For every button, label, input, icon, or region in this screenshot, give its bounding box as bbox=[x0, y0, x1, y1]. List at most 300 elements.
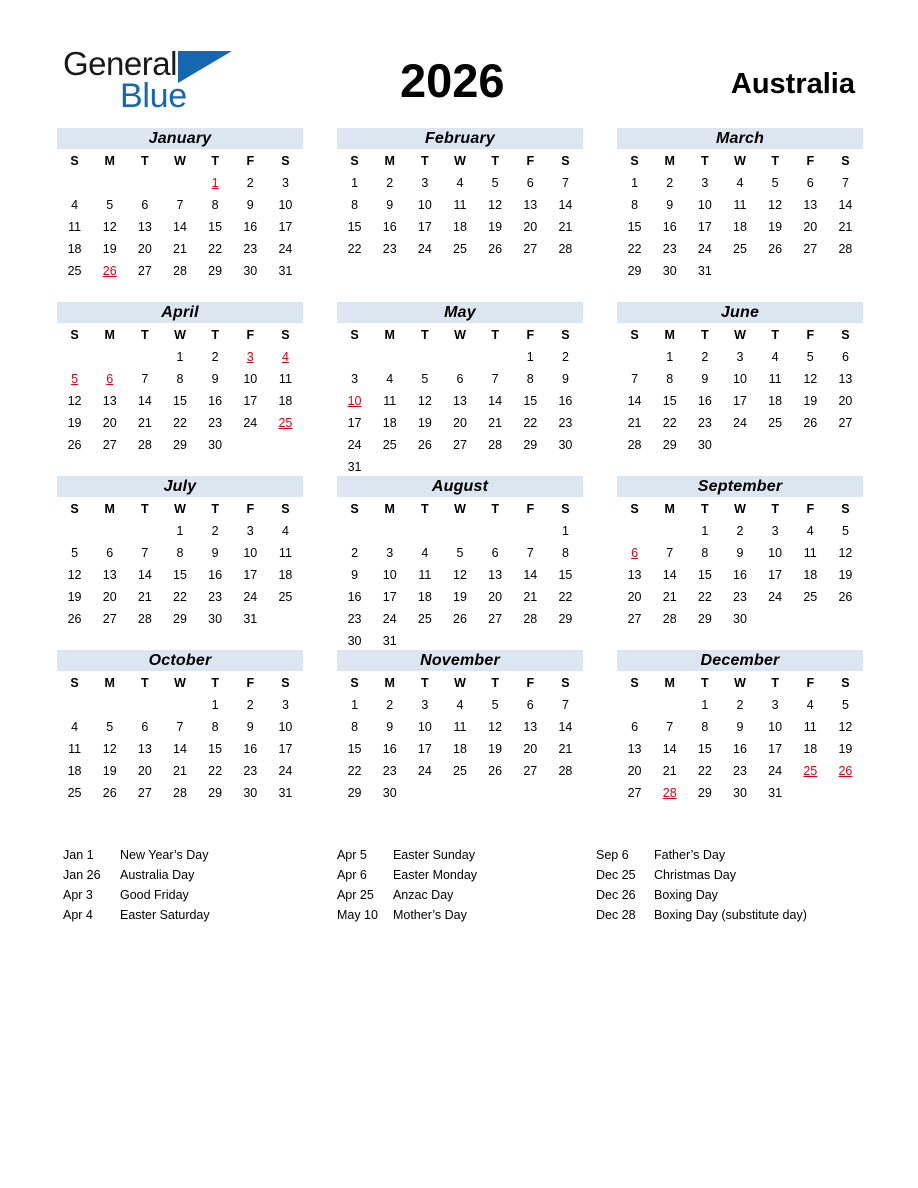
day-cell[interactable]: 12 bbox=[102, 742, 117, 756]
day-cell[interactable]: 16 bbox=[243, 220, 258, 234]
day-cell-holiday[interactable]: 26 bbox=[102, 264, 117, 278]
day-cell[interactable]: 2 bbox=[736, 524, 744, 538]
day-cell[interactable]: 10 bbox=[768, 546, 783, 560]
day-cell[interactable]: 5 bbox=[841, 698, 849, 712]
day-cell[interactable]: 27 bbox=[137, 264, 152, 278]
day-cell[interactable]: 14 bbox=[558, 198, 573, 212]
day-cell[interactable]: 28 bbox=[173, 786, 187, 800]
day-cell[interactable]: 18 bbox=[67, 242, 82, 256]
day-cell[interactable]: 18 bbox=[453, 220, 467, 234]
day-cell[interactable]: 29 bbox=[697, 612, 712, 626]
day-cell[interactable]: 25 bbox=[382, 438, 397, 452]
day-cell[interactable]: 18 bbox=[453, 742, 467, 756]
day-cell[interactable]: 31 bbox=[347, 460, 362, 474]
day-cell[interactable]: 13 bbox=[838, 372, 853, 386]
day-cell[interactable]: 31 bbox=[768, 786, 783, 800]
day-cell[interactable]: 23 bbox=[697, 416, 712, 430]
day-cell[interactable]: 14 bbox=[662, 568, 677, 582]
day-cell[interactable]: 20 bbox=[523, 220, 538, 234]
day-cell[interactable]: 23 bbox=[733, 590, 747, 604]
day-cell[interactable]: 8 bbox=[176, 546, 184, 560]
day-cell-holiday[interactable]: 10 bbox=[347, 394, 362, 408]
day-cell[interactable]: 22 bbox=[347, 242, 362, 256]
day-cell[interactable]: 6 bbox=[806, 176, 814, 190]
day-cell[interactable]: 16 bbox=[347, 590, 362, 604]
day-cell[interactable]: 11 bbox=[803, 720, 817, 734]
day-cell[interactable]: 1 bbox=[211, 698, 219, 712]
day-cell[interactable]: 13 bbox=[523, 720, 538, 734]
day-cell[interactable]: 21 bbox=[137, 590, 152, 604]
day-cell[interactable]: 23 bbox=[243, 242, 258, 256]
day-cell[interactable]: 9 bbox=[246, 720, 254, 734]
day-cell[interactable]: 8 bbox=[701, 720, 709, 734]
day-cell[interactable]: 24 bbox=[417, 242, 432, 256]
day-cell[interactable]: 27 bbox=[488, 612, 503, 626]
day-cell[interactable]: 25 bbox=[453, 242, 467, 256]
day-cell[interactable]: 15 bbox=[208, 220, 223, 234]
day-cell[interactable]: 17 bbox=[768, 742, 783, 756]
day-cell[interactable]: 4 bbox=[281, 524, 289, 538]
day-cell[interactable]: 2 bbox=[386, 176, 394, 190]
day-cell[interactable]: 22 bbox=[523, 416, 538, 430]
day-cell[interactable]: 3 bbox=[421, 176, 429, 190]
day-cell[interactable]: 9 bbox=[211, 546, 219, 560]
day-cell[interactable]: 7 bbox=[526, 546, 534, 560]
day-cell[interactable]: 4 bbox=[456, 698, 464, 712]
day-cell[interactable]: 27 bbox=[102, 612, 117, 626]
day-cell[interactable]: 19 bbox=[838, 742, 853, 756]
general-blue-logo[interactable] bbox=[63, 45, 293, 113]
day-cell[interactable]: 12 bbox=[102, 220, 117, 234]
day-cell[interactable]: 2 bbox=[701, 350, 709, 364]
day-cell[interactable]: 11 bbox=[68, 742, 82, 756]
day-cell[interactable]: 28 bbox=[523, 612, 538, 626]
day-cell[interactable]: 21 bbox=[137, 416, 152, 430]
day-cell[interactable]: 4 bbox=[456, 176, 464, 190]
day-cell[interactable]: 13 bbox=[803, 198, 818, 212]
day-cell[interactable]: 12 bbox=[67, 568, 82, 582]
day-cell[interactable]: 2 bbox=[736, 698, 744, 712]
day-cell[interactable]: 19 bbox=[67, 416, 82, 430]
day-cell[interactable]: 14 bbox=[838, 198, 853, 212]
day-cell[interactable]: 22 bbox=[627, 242, 642, 256]
day-cell[interactable]: 28 bbox=[627, 438, 642, 452]
day-cell[interactable]: 7 bbox=[841, 176, 849, 190]
day-cell[interactable]: 20 bbox=[627, 590, 642, 604]
day-cell[interactable]: 25 bbox=[733, 242, 747, 256]
day-cell[interactable]: 4 bbox=[736, 176, 744, 190]
day-cell[interactable]: 11 bbox=[383, 394, 397, 408]
day-cell[interactable]: 17 bbox=[278, 742, 293, 756]
day-cell[interactable]: 30 bbox=[697, 438, 712, 452]
day-cell[interactable]: 28 bbox=[558, 764, 573, 778]
day-cell[interactable]: 20 bbox=[488, 590, 503, 604]
day-cell[interactable]: 18 bbox=[278, 568, 293, 582]
day-cell[interactable]: 23 bbox=[382, 242, 397, 256]
day-cell[interactable]: 10 bbox=[382, 568, 397, 582]
day-cell[interactable]: 12 bbox=[453, 568, 467, 582]
day-cell[interactable]: 21 bbox=[558, 742, 573, 756]
day-cell[interactable]: 21 bbox=[523, 590, 538, 604]
day-cell[interactable]: 7 bbox=[176, 198, 184, 212]
day-cell[interactable]: 3 bbox=[281, 176, 289, 190]
day-cell[interactable]: 26 bbox=[453, 612, 467, 626]
day-cell[interactable]: 20 bbox=[137, 242, 152, 256]
day-cell[interactable]: 25 bbox=[67, 264, 82, 278]
day-cell[interactable]: 21 bbox=[627, 416, 642, 430]
day-cell[interactable]: 19 bbox=[488, 220, 503, 234]
day-cell[interactable]: 18 bbox=[382, 416, 397, 430]
day-cell[interactable]: 8 bbox=[351, 720, 359, 734]
day-cell[interactable]: 19 bbox=[803, 394, 818, 408]
day-cell[interactable]: 8 bbox=[561, 546, 569, 560]
day-cell[interactable]: 3 bbox=[421, 698, 429, 712]
day-cell[interactable]: 18 bbox=[768, 394, 783, 408]
day-cell[interactable]: 4 bbox=[71, 198, 79, 212]
day-cell[interactable]: 29 bbox=[347, 786, 362, 800]
day-cell-holiday[interactable]: 6 bbox=[106, 372, 114, 386]
day-cell[interactable]: 24 bbox=[243, 590, 258, 604]
day-cell[interactable]: 30 bbox=[733, 612, 747, 626]
day-cell[interactable]: 18 bbox=[417, 590, 432, 604]
day-cell[interactable]: 31 bbox=[382, 634, 397, 648]
day-cell[interactable]: 19 bbox=[768, 220, 783, 234]
day-cell[interactable]: 28 bbox=[662, 612, 677, 626]
day-cell[interactable]: 10 bbox=[697, 198, 712, 212]
day-cell[interactable]: 12 bbox=[838, 546, 853, 560]
day-cell[interactable]: 27 bbox=[627, 612, 642, 626]
day-cell[interactable]: 2 bbox=[211, 524, 219, 538]
day-cell[interactable]: 9 bbox=[386, 198, 394, 212]
day-cell[interactable]: 4 bbox=[71, 720, 79, 734]
day-cell[interactable]: 4 bbox=[386, 372, 394, 386]
day-cell[interactable]: 3 bbox=[351, 372, 359, 386]
day-cell[interactable]: 11 bbox=[453, 198, 467, 212]
day-cell[interactable]: 16 bbox=[243, 742, 258, 756]
day-cell[interactable]: 1 bbox=[701, 524, 709, 538]
day-cell[interactable]: 7 bbox=[141, 546, 149, 560]
day-cell[interactable]: 24 bbox=[768, 590, 783, 604]
day-cell[interactable]: 20 bbox=[627, 764, 642, 778]
day-cell[interactable]: 9 bbox=[211, 372, 219, 386]
day-cell[interactable]: 29 bbox=[662, 438, 677, 452]
day-cell[interactable]: 10 bbox=[278, 720, 293, 734]
day-cell[interactable]: 30 bbox=[208, 438, 223, 452]
day-cell[interactable]: 5 bbox=[456, 546, 464, 560]
day-cell[interactable]: 7 bbox=[561, 176, 569, 190]
day-cell[interactable]: 8 bbox=[631, 198, 639, 212]
day-cell[interactable]: 27 bbox=[102, 438, 117, 452]
day-cell-holiday[interactable]: 6 bbox=[631, 546, 639, 560]
day-cell[interactable]: 21 bbox=[838, 220, 853, 234]
day-cell[interactable]: 30 bbox=[243, 264, 258, 278]
day-cell[interactable]: 4 bbox=[806, 698, 814, 712]
day-cell[interactable]: 3 bbox=[771, 698, 779, 712]
day-cell[interactable]: 6 bbox=[491, 546, 499, 560]
day-cell[interactable]: 9 bbox=[246, 198, 254, 212]
day-cell[interactable]: 5 bbox=[841, 524, 849, 538]
day-cell[interactable]: 8 bbox=[211, 198, 219, 212]
day-cell[interactable]: 21 bbox=[173, 764, 187, 778]
day-cell[interactable]: 5 bbox=[421, 372, 429, 386]
day-cell[interactable]: 23 bbox=[382, 764, 397, 778]
day-cell[interactable]: 9 bbox=[666, 198, 674, 212]
day-cell[interactable]: 7 bbox=[631, 372, 639, 386]
day-cell[interactable]: 13 bbox=[488, 568, 503, 582]
day-cell[interactable]: 13 bbox=[453, 394, 467, 408]
day-cell[interactable]: 22 bbox=[173, 590, 187, 604]
day-cell[interactable]: 10 bbox=[243, 546, 258, 560]
day-cell[interactable]: 30 bbox=[662, 264, 677, 278]
day-cell[interactable]: 16 bbox=[662, 220, 677, 234]
day-cell[interactable]: 10 bbox=[733, 372, 747, 386]
day-cell[interactable]: 1 bbox=[561, 524, 569, 538]
day-cell[interactable]: 13 bbox=[137, 220, 152, 234]
day-cell[interactable]: 14 bbox=[627, 394, 642, 408]
day-cell[interactable]: 21 bbox=[662, 590, 677, 604]
day-cell[interactable]: 21 bbox=[558, 220, 573, 234]
day-cell[interactable]: 8 bbox=[701, 546, 709, 560]
day-cell[interactable]: 14 bbox=[137, 568, 152, 582]
day-cell[interactable]: 14 bbox=[173, 742, 187, 756]
day-cell[interactable]: 12 bbox=[768, 198, 783, 212]
day-cell[interactable]: 12 bbox=[838, 720, 853, 734]
day-cell[interactable]: 27 bbox=[137, 786, 152, 800]
day-cell[interactable]: 6 bbox=[141, 720, 149, 734]
day-cell[interactable]: 3 bbox=[701, 176, 709, 190]
day-cell[interactable]: 29 bbox=[558, 612, 573, 626]
day-cell[interactable]: 15 bbox=[697, 568, 712, 582]
day-cell[interactable]: 26 bbox=[488, 764, 503, 778]
day-cell[interactable]: 26 bbox=[102, 786, 117, 800]
day-cell[interactable]: 18 bbox=[733, 220, 747, 234]
day-cell[interactable]: 2 bbox=[666, 176, 674, 190]
day-cell-holiday[interactable]: 3 bbox=[246, 350, 254, 364]
day-cell[interactable]: 9 bbox=[701, 372, 709, 386]
day-cell[interactable]: 13 bbox=[523, 198, 538, 212]
day-cell[interactable]: 24 bbox=[278, 242, 293, 256]
day-cell[interactable]: 22 bbox=[697, 590, 712, 604]
day-cell[interactable]: 15 bbox=[173, 568, 187, 582]
day-cell[interactable]: 10 bbox=[417, 198, 432, 212]
day-cell[interactable]: 16 bbox=[697, 394, 712, 408]
day-cell[interactable]: 27 bbox=[803, 242, 818, 256]
day-cell[interactable]: 23 bbox=[347, 612, 362, 626]
day-cell[interactable]: 10 bbox=[768, 720, 783, 734]
day-cell[interactable]: 12 bbox=[488, 198, 503, 212]
day-cell[interactable]: 19 bbox=[102, 764, 117, 778]
day-cell[interactable]: 23 bbox=[243, 764, 258, 778]
day-cell[interactable]: 5 bbox=[806, 350, 814, 364]
day-cell[interactable]: 29 bbox=[208, 786, 223, 800]
day-cell[interactable]: 24 bbox=[733, 416, 747, 430]
day-cell[interactable]: 8 bbox=[211, 720, 219, 734]
day-cell[interactable]: 2 bbox=[211, 350, 219, 364]
day-cell[interactable]: 10 bbox=[278, 198, 293, 212]
day-cell[interactable]: 19 bbox=[488, 742, 503, 756]
day-cell[interactable]: 13 bbox=[627, 742, 642, 756]
day-cell[interactable]: 11 bbox=[278, 372, 292, 386]
day-cell[interactable]: 8 bbox=[351, 198, 359, 212]
day-cell[interactable]: 30 bbox=[382, 786, 397, 800]
day-cell[interactable]: 28 bbox=[558, 242, 573, 256]
day-cell[interactable]: 17 bbox=[417, 742, 432, 756]
day-cell[interactable]: 26 bbox=[803, 416, 818, 430]
day-cell[interactable]: 22 bbox=[208, 764, 223, 778]
day-cell[interactable]: 1 bbox=[526, 350, 534, 364]
day-cell[interactable]: 15 bbox=[173, 394, 187, 408]
day-cell[interactable]: 17 bbox=[382, 590, 397, 604]
day-cell[interactable]: 19 bbox=[838, 568, 853, 582]
day-cell[interactable]: 1 bbox=[701, 698, 709, 712]
day-cell[interactable]: 9 bbox=[351, 568, 359, 582]
day-cell[interactable]: 4 bbox=[806, 524, 814, 538]
day-cell[interactable]: 16 bbox=[558, 394, 573, 408]
day-cell[interactable]: 22 bbox=[173, 416, 187, 430]
day-cell[interactable]: 26 bbox=[838, 590, 853, 604]
day-cell[interactable]: 26 bbox=[417, 438, 432, 452]
day-cell[interactable]: 23 bbox=[662, 242, 677, 256]
day-cell[interactable]: 17 bbox=[347, 416, 362, 430]
day-cell[interactable]: 2 bbox=[386, 698, 394, 712]
day-cell[interactable]: 11 bbox=[278, 546, 292, 560]
day-cell[interactable]: 4 bbox=[771, 350, 779, 364]
day-cell[interactable]: 22 bbox=[347, 764, 362, 778]
day-cell[interactable]: 21 bbox=[173, 242, 187, 256]
day-cell-holiday[interactable]: 25 bbox=[278, 416, 293, 430]
day-cell[interactable]: 12 bbox=[67, 394, 82, 408]
day-cell[interactable]: 26 bbox=[67, 438, 82, 452]
day-cell[interactable]: 24 bbox=[243, 416, 258, 430]
day-cell[interactable]: 25 bbox=[417, 612, 432, 626]
day-cell[interactable]: 17 bbox=[278, 220, 293, 234]
day-cell[interactable]: 23 bbox=[208, 590, 223, 604]
day-cell[interactable]: 31 bbox=[243, 612, 258, 626]
day-cell[interactable]: 1 bbox=[351, 698, 359, 712]
day-cell[interactable]: 19 bbox=[67, 590, 82, 604]
day-cell[interactable]: 24 bbox=[417, 764, 432, 778]
day-cell[interactable]: 27 bbox=[838, 416, 853, 430]
day-cell[interactable]: 16 bbox=[382, 220, 397, 234]
day-cell[interactable]: 15 bbox=[208, 742, 223, 756]
day-cell[interactable]: 11 bbox=[68, 220, 82, 234]
day-cell[interactable]: 3 bbox=[771, 524, 779, 538]
day-cell[interactable]: 23 bbox=[208, 416, 223, 430]
day-cell[interactable]: 17 bbox=[243, 568, 258, 582]
day-cell[interactable]: 6 bbox=[456, 372, 464, 386]
day-cell[interactable]: 11 bbox=[453, 720, 467, 734]
day-cell[interactable]: 6 bbox=[841, 350, 849, 364]
day-cell[interactable]: 2 bbox=[561, 350, 569, 364]
day-cell[interactable]: 6 bbox=[106, 546, 114, 560]
day-cell[interactable]: 29 bbox=[523, 438, 538, 452]
day-cell[interactable]: 7 bbox=[176, 720, 184, 734]
day-cell[interactable]: 31 bbox=[697, 264, 712, 278]
day-cell[interactable]: 9 bbox=[561, 372, 569, 386]
day-cell[interactable]: 30 bbox=[208, 612, 223, 626]
day-cell[interactable]: 19 bbox=[453, 590, 467, 604]
day-cell[interactable]: 8 bbox=[666, 372, 674, 386]
day-cell[interactable]: 8 bbox=[526, 372, 534, 386]
day-cell[interactable]: 11 bbox=[803, 546, 817, 560]
day-cell[interactable]: 24 bbox=[382, 612, 397, 626]
day-cell[interactable]: 5 bbox=[106, 720, 114, 734]
day-cell[interactable]: 5 bbox=[71, 546, 79, 560]
day-cell[interactable]: 28 bbox=[137, 438, 152, 452]
day-cell[interactable]: 16 bbox=[733, 568, 747, 582]
day-cell[interactable]: 21 bbox=[662, 764, 677, 778]
day-cell[interactable]: 25 bbox=[278, 590, 293, 604]
day-cell[interactable]: 15 bbox=[347, 742, 362, 756]
day-cell[interactable]: 12 bbox=[803, 372, 818, 386]
day-cell[interactable]: 10 bbox=[417, 720, 432, 734]
day-cell[interactable]: 21 bbox=[488, 416, 503, 430]
day-cell[interactable]: 28 bbox=[173, 264, 187, 278]
day-cell[interactable]: 1 bbox=[176, 524, 184, 538]
day-cell[interactable]: 11 bbox=[733, 198, 747, 212]
day-cell[interactable]: 1 bbox=[666, 350, 674, 364]
day-cell[interactable]: 16 bbox=[733, 742, 747, 756]
day-cell[interactable]: 15 bbox=[662, 394, 677, 408]
day-cell[interactable]: 17 bbox=[733, 394, 747, 408]
day-cell[interactable]: 29 bbox=[627, 264, 642, 278]
day-cell[interactable]: 15 bbox=[347, 220, 362, 234]
day-cell-holiday[interactable]: 25 bbox=[803, 764, 818, 778]
day-cell[interactable]: 29 bbox=[697, 786, 712, 800]
day-cell[interactable]: 13 bbox=[137, 742, 152, 756]
day-cell[interactable]: 20 bbox=[523, 742, 538, 756]
day-cell[interactable]: 9 bbox=[386, 720, 394, 734]
day-cell[interactable]: 3 bbox=[386, 546, 394, 560]
day-cell[interactable]: 30 bbox=[243, 786, 258, 800]
day-cell-holiday[interactable]: 26 bbox=[838, 764, 853, 778]
day-cell[interactable]: 28 bbox=[488, 438, 503, 452]
day-cell[interactable]: 20 bbox=[102, 590, 117, 604]
day-cell[interactable]: 29 bbox=[173, 612, 187, 626]
day-cell[interactable]: 22 bbox=[208, 242, 223, 256]
day-cell[interactable]: 20 bbox=[803, 220, 818, 234]
day-cell[interactable]: 20 bbox=[838, 394, 853, 408]
day-cell[interactable]: 7 bbox=[666, 720, 674, 734]
day-cell[interactable]: 26 bbox=[768, 242, 783, 256]
day-cell[interactable]: 12 bbox=[417, 394, 432, 408]
day-cell[interactable]: 2 bbox=[351, 546, 359, 560]
day-cell[interactable]: 23 bbox=[558, 416, 573, 430]
day-cell[interactable]: 1 bbox=[631, 176, 639, 190]
day-cell[interactable]: 5 bbox=[491, 176, 499, 190]
day-cell[interactable]: 25 bbox=[67, 786, 82, 800]
day-cell[interactable]: 18 bbox=[803, 742, 818, 756]
day-cell[interactable]: 7 bbox=[491, 372, 499, 386]
day-cell[interactable]: 24 bbox=[278, 764, 293, 778]
day-cell[interactable]: 5 bbox=[491, 698, 499, 712]
day-cell-holiday[interactable]: 4 bbox=[281, 350, 289, 364]
day-cell[interactable]: 20 bbox=[102, 416, 117, 430]
day-cell[interactable]: 6 bbox=[141, 198, 149, 212]
day-cell[interactable]: 30 bbox=[558, 438, 573, 452]
day-cell[interactable]: 6 bbox=[526, 698, 534, 712]
day-cell[interactable]: 24 bbox=[347, 438, 362, 452]
day-cell[interactable]: 11 bbox=[768, 372, 782, 386]
day-cell-holiday[interactable]: 5 bbox=[71, 372, 79, 386]
day-cell[interactable]: 17 bbox=[417, 220, 432, 234]
day-cell[interactable]: 22 bbox=[697, 764, 712, 778]
day-cell[interactable]: 18 bbox=[803, 568, 818, 582]
day-cell[interactable]: 27 bbox=[627, 786, 642, 800]
day-cell[interactable]: 26 bbox=[488, 242, 503, 256]
day-cell[interactable]: 26 bbox=[67, 612, 82, 626]
day-cell[interactable]: 3 bbox=[736, 350, 744, 364]
